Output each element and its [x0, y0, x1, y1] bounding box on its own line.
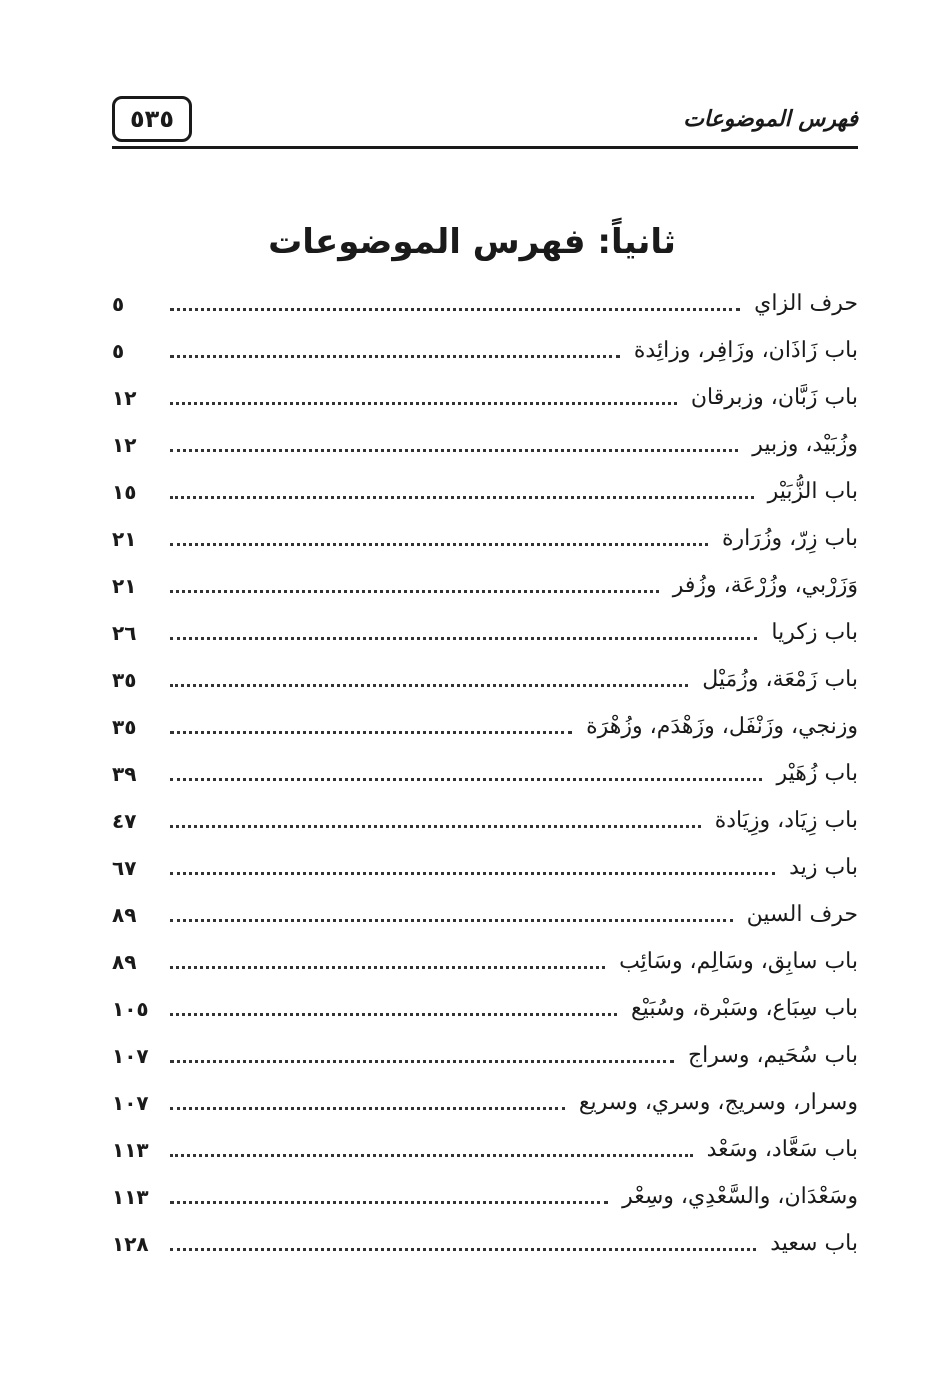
toc-entry-title: باب زِيَاد، وزِيَادة — [714, 808, 858, 833]
dot-leader — [170, 1154, 693, 1157]
toc-entry-page: ١٠٧ — [112, 1090, 149, 1115]
toc-entry — [112, 374, 858, 421]
toc-entry — [112, 609, 858, 656]
toc-entry — [112, 938, 858, 985]
toc-entry — [112, 985, 858, 1032]
toc-entry-page: ٢١ — [112, 573, 137, 598]
toc-entry-page: ٢٦ — [112, 620, 137, 645]
table-of-contents — [112, 280, 858, 1267]
page-number: ٥٣٥ — [112, 96, 192, 142]
toc-entry-page: ٣٥ — [112, 714, 137, 739]
toc-entry-title: باب زُهَيْر — [776, 761, 858, 786]
toc-entry-page: ١٢ — [112, 385, 137, 410]
toc-entry-page: ٦٧ — [112, 855, 137, 880]
toc-entry-title: حرف الزاي — [754, 291, 858, 316]
dot-leader — [170, 684, 688, 687]
toc-entry-page: ١٠٥ — [112, 996, 149, 1021]
toc-entry-title: وزُبَيْد، وزبير — [752, 432, 858, 457]
toc-entry-title: باب زيد — [789, 855, 858, 880]
toc-entry — [112, 750, 858, 797]
dot-leader — [170, 778, 762, 781]
toc-entry — [112, 562, 858, 609]
toc-entry-title: وزنجي، وزَنْفَل، وزَهْدَم، وزُهْرَة — [586, 714, 858, 739]
toc-entry-page: ٢١ — [112, 526, 137, 551]
toc-entry — [112, 1126, 858, 1173]
toc-entry — [112, 1079, 858, 1126]
toc-entry-title: باب زَبَّان، وزبرقان — [690, 385, 858, 410]
toc-entry — [112, 1220, 858, 1267]
toc-entry — [112, 844, 858, 891]
toc-entry — [112, 1173, 858, 1220]
dot-leader — [170, 402, 677, 405]
dot-leader — [170, 543, 708, 546]
toc-entry — [112, 703, 858, 750]
toc-entry-title: وَزَرْبي، وزُرْعَة، وزُفر — [672, 573, 858, 598]
dot-leader — [170, 872, 775, 875]
toc-entry-page: ١١٣ — [112, 1184, 149, 1209]
toc-entry-title: باب سِبَاع، وسَبْرة، وسُبَيْع — [630, 996, 858, 1021]
dot-leader — [170, 919, 733, 922]
toc-entry-title: باب الزُّبَيْر — [767, 479, 858, 504]
toc-entry-page: ١٠٧ — [112, 1043, 149, 1068]
toc-entry-page: ٥ — [112, 291, 125, 316]
toc-entry-title: باب سابِق، وسَالِم، وسَائِب — [619, 949, 858, 974]
toc-entry-title: باب سُحَيم، وسراج — [687, 1043, 858, 1068]
page-header — [112, 96, 858, 156]
dot-leader — [170, 1060, 674, 1063]
toc-entry — [112, 515, 858, 562]
header-rule — [112, 146, 858, 149]
toc-entry — [112, 1032, 858, 1079]
toc-entry — [112, 468, 858, 515]
dot-leader — [170, 590, 659, 593]
dot-leader — [170, 449, 738, 452]
dot-leader — [170, 731, 572, 734]
dot-leader — [170, 1248, 756, 1251]
toc-entry-page: ٥ — [112, 338, 125, 363]
toc-entry-title: باب زكريا — [771, 620, 858, 645]
running-title: فهرس الموضوعات — [683, 106, 858, 132]
section-title: ثانياً: فهرس الموضوعات — [268, 222, 676, 262]
toc-entry-title: باب زَاذَان، وزَافِر، وزائِدة — [633, 338, 858, 363]
toc-entry-page: ٣٥ — [112, 667, 137, 692]
dot-leader — [170, 1201, 608, 1204]
toc-entry — [112, 327, 858, 374]
toc-entry-page: ١٥ — [112, 479, 137, 504]
dot-leader — [170, 496, 754, 499]
toc-entry — [112, 421, 858, 468]
dot-leader — [170, 308, 740, 311]
dot-leader — [170, 355, 620, 358]
dot-leader — [170, 1013, 617, 1016]
toc-entry-page: ٣٩ — [112, 761, 137, 786]
toc-entry-title: باب زَمْعَة، وزُمَيْل — [702, 667, 858, 692]
dot-leader — [170, 825, 701, 828]
toc-entry — [112, 891, 858, 938]
toc-entry-title: حرف السين — [746, 902, 858, 927]
toc-entry-page: ١٢٨ — [112, 1231, 149, 1256]
dot-leader — [170, 637, 757, 640]
toc-entry-page: ٨٩ — [112, 949, 137, 974]
toc-entry-title: باب سعيد — [770, 1231, 858, 1256]
toc-entry — [112, 656, 858, 703]
toc-entry-page: ١١٣ — [112, 1137, 149, 1162]
dot-leader — [170, 966, 605, 969]
dot-leader — [170, 1107, 565, 1110]
toc-entry-page: ٨٩ — [112, 902, 137, 927]
toc-entry-title: وسرار، وسريج، وسري، وسريع — [578, 1090, 858, 1115]
toc-entry — [112, 797, 858, 844]
toc-entry — [112, 280, 858, 327]
toc-entry-title: باب سَعَّاد، وسَعْد — [706, 1137, 858, 1162]
toc-entry-page: ٤٧ — [112, 808, 137, 833]
toc-entry-page: ١٢ — [112, 432, 137, 457]
toc-entry-title: باب زِرّ، وزُرَارة — [721, 526, 858, 551]
toc-entry-title: وسَعْدَان، والسَّعْدِي، وسِعْر — [622, 1184, 858, 1209]
